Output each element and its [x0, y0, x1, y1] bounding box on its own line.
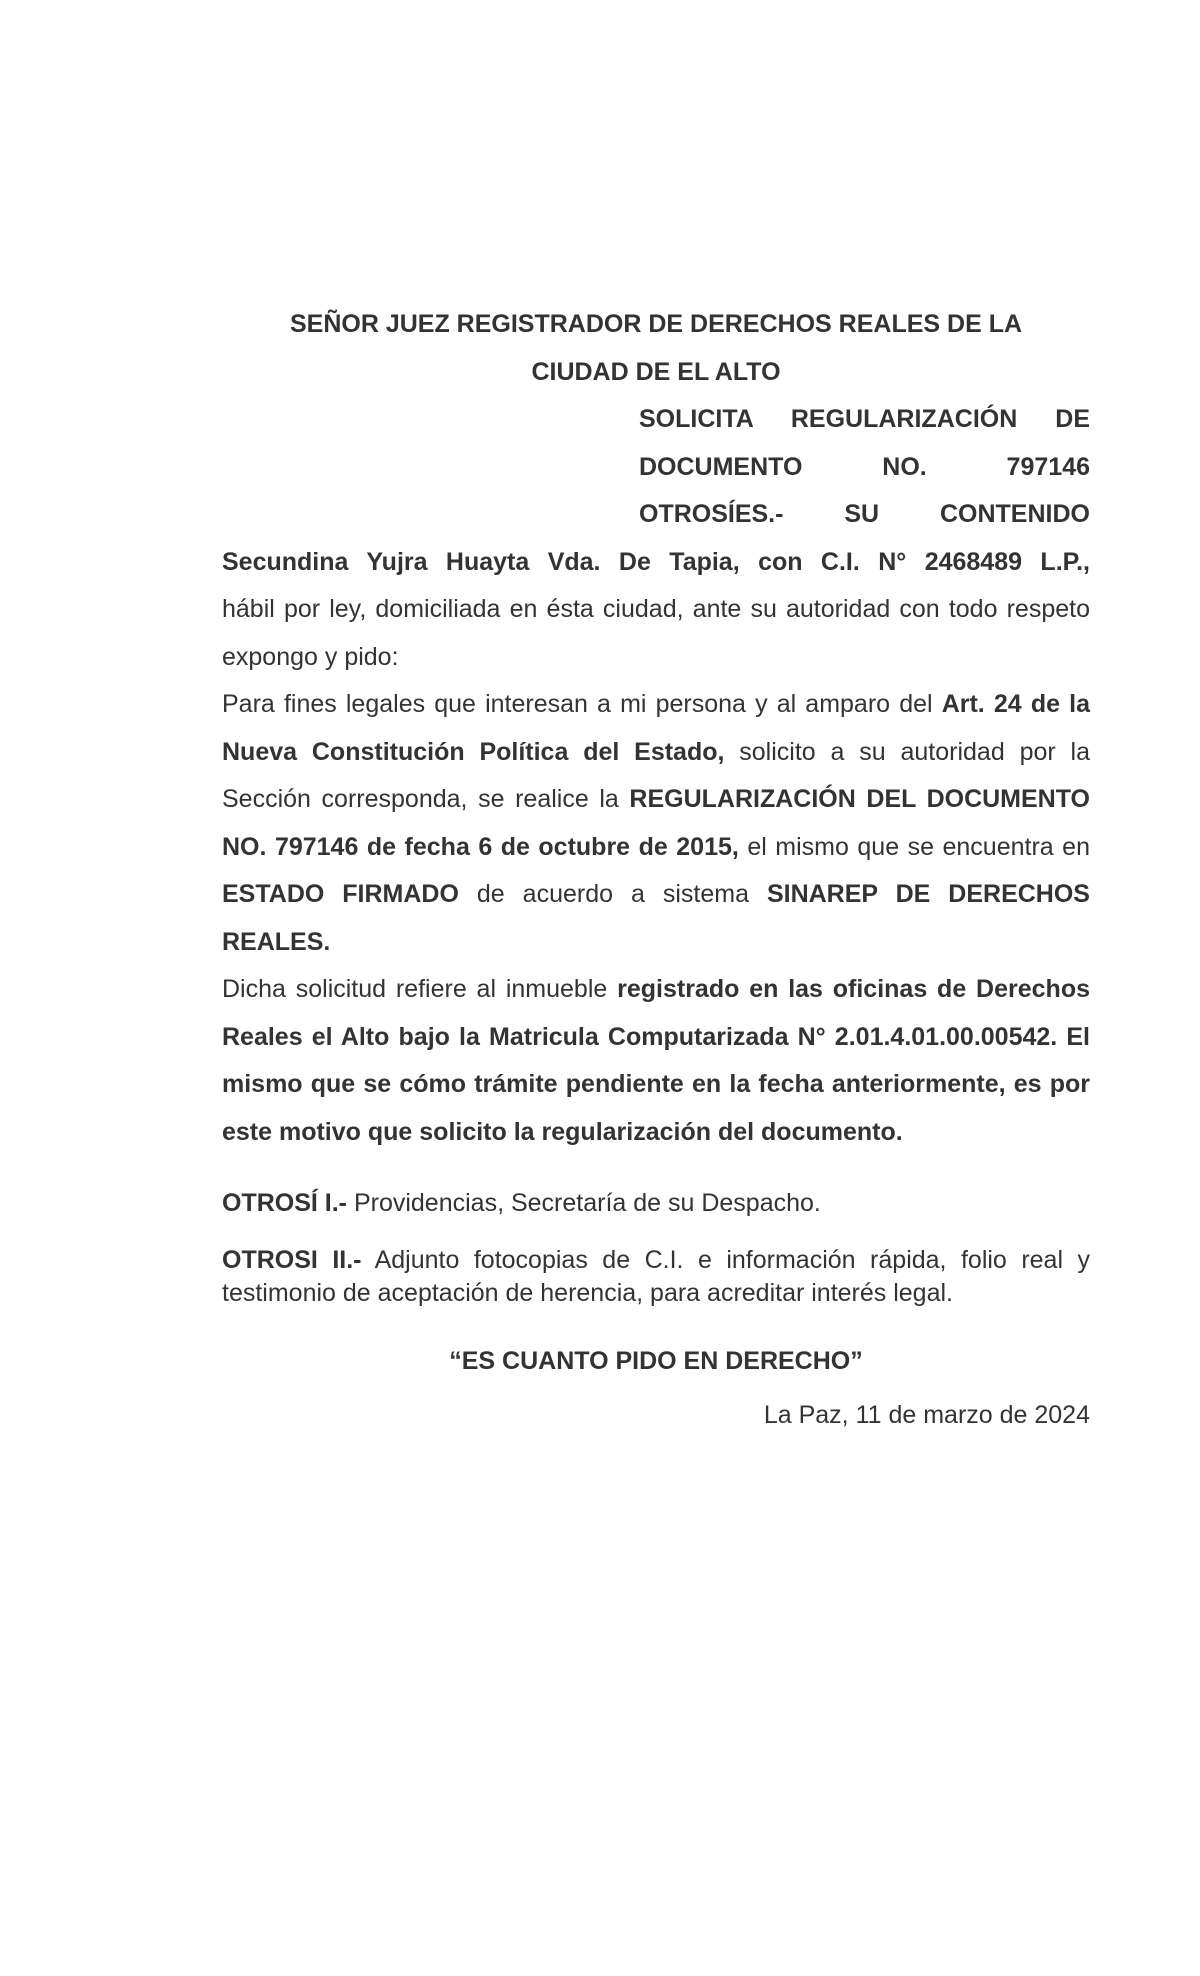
request-bold-3: ESTADO FIRMADO: [222, 880, 459, 908]
property-text-1: Dicha solicitud refiere al inmueble: [222, 975, 618, 1003]
request-text-2: solicito a su autoridad por la Sección corresponda, se realice la: [222, 737, 1090, 813]
otrosi-1: [222, 1184, 1090, 1222]
otrosi-1-label: OTROSÍ I.-: [222, 1189, 347, 1217]
request-bold-1: Art. 24 de la Nueva Constitución Política del Estado,: [222, 690, 1090, 766]
intro-text: hábil por ley, domiciliada en ésta ciudad, ante su autoridad con todo respeto expongo y pido:: [222, 595, 1090, 671]
request-text-4: de acuerdo a sistema: [458, 880, 767, 908]
addressee-line-1: SEÑOR JUEZ REGISTRADOR DE DERECHOS REALES DE LA: [289, 310, 1023, 338]
request-bold-4: SINAREP DE DERECHOS REALES.: [222, 880, 1090, 956]
place-date: La Paz, 11 de marzo de 2024: [763, 1401, 1090, 1429]
property-bold-1: registrado en las oficinas de Derechos Reales el Alto bajo la Matricula Computarizada N° 2.01.4.01.00.00542. El mismo que se cómo trámite pendiente en la fecha anteriormente, es por este motivo que solicito la regularización del documento.: [222, 975, 1090, 1146]
otrosi-2: [222, 1244, 1090, 1310]
summary-line-1: SOLICITA REGULARIZACIÓN DE: [639, 405, 1090, 433]
otrosi-1-text: Providencias, Secretaría de su Despacho.: [347, 1189, 821, 1217]
closing-statement: “ES CUANTO PIDO EN DERECHO”: [449, 1347, 863, 1375]
addressee-line-2: CIUDAD DE EL ALTO: [531, 358, 781, 386]
otrosi-2-text: Adjunto fotocopias de C.I. e información rápida, folio real y testimonio de aceptación de herencia, para acreditar interés legal.: [222, 1246, 1090, 1307]
addressee-header: [222, 300, 1090, 396]
document-page: [222, 300, 1090, 1434]
otrosi-2-label: OTROSI II.-: [222, 1246, 362, 1274]
request-bold-2: REGULARIZACIÓN DEL DOCUMENTO NO. 797146 de fecha 6 de octubre de 2015,: [222, 785, 1090, 861]
summary-line-2: DOCUMENTO NO. 797146: [639, 452, 1090, 481]
request-text-1: Para fines legales que interesan a mi persona y al amparo del: [222, 690, 942, 718]
petition-summary: [639, 396, 1090, 539]
summary-line-3: OTROSÍES.- SU CONTENIDO: [639, 500, 1090, 528]
request-paragraph: [222, 681, 1090, 966]
property-paragraph: [222, 966, 1090, 1156]
request-text-3: el mismo que se encuentra en: [738, 832, 1090, 861]
intro-paragraph: [222, 539, 1090, 682]
petitioner-name: Secundina Yujra Huayta Vda. De Tapia, con C.I. N° 2468489 L.P.,: [222, 547, 1090, 576]
